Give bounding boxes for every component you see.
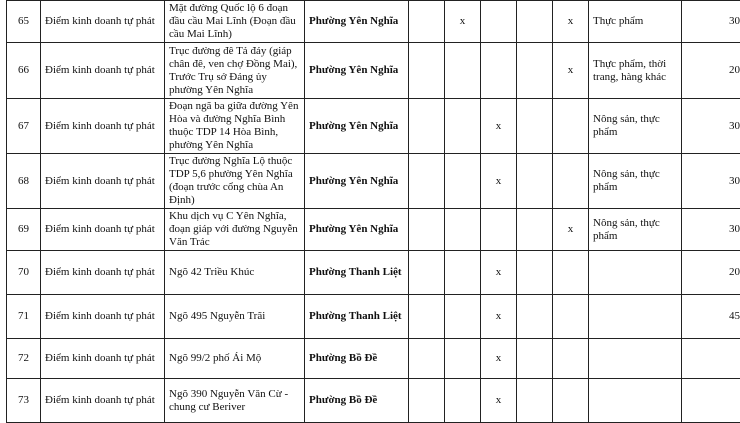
ward-cell: Phường Yên Nghĩa bbox=[305, 209, 409, 251]
mark-cell bbox=[553, 295, 589, 339]
mark-cell bbox=[517, 251, 553, 295]
table-row bbox=[7, 295, 740, 339]
mark-cell bbox=[445, 295, 481, 339]
goods-cell bbox=[589, 379, 682, 423]
mark-cell bbox=[409, 251, 445, 295]
table-row bbox=[7, 1, 740, 43]
ward-cell: Phường Yên Nghĩa bbox=[305, 43, 409, 99]
mark-cell bbox=[553, 99, 589, 154]
goods-cell: Nông sản, thực phẩm bbox=[589, 99, 682, 154]
mark-cell bbox=[481, 1, 517, 43]
goods-cell bbox=[589, 295, 682, 339]
table-row bbox=[7, 99, 740, 154]
mark-cell bbox=[409, 379, 445, 423]
goods-cell bbox=[589, 251, 682, 295]
row-number-cell: 66 bbox=[7, 43, 41, 99]
address-cell: Đoạn ngã ba giữa đường Yên Hòa và đường Nghĩa Bình thuộc TDP 14 Hòa Bình, phường Yên Nghĩa bbox=[165, 99, 305, 154]
area-cell: 20 bbox=[682, 251, 740, 295]
ward-cell: Phường Yên Nghĩa bbox=[305, 99, 409, 154]
mark-cell bbox=[517, 209, 553, 251]
goods-cell: Thực phẩm bbox=[589, 1, 682, 43]
mark-cell: x bbox=[553, 209, 589, 251]
ward-cell: Phường Bồ Đề bbox=[305, 339, 409, 379]
row-number-cell: 69 bbox=[7, 209, 41, 251]
area-cell: 20 bbox=[682, 43, 740, 99]
mark-cell bbox=[553, 379, 589, 423]
mark-cell bbox=[409, 1, 445, 43]
mark-cell bbox=[517, 99, 553, 154]
mark-cell: x bbox=[553, 1, 589, 43]
type-cell: Điểm kinh doanh tự phát bbox=[41, 43, 165, 99]
mark-cell bbox=[517, 379, 553, 423]
address-cell: Mặt đường Quốc lộ 6 đoạn đầu cầu Mai Lĩnh (Đoạn đầu cầu Mai Lĩnh) bbox=[165, 1, 305, 43]
area-cell bbox=[682, 339, 740, 379]
mark-cell bbox=[409, 295, 445, 339]
table-body bbox=[7, 1, 740, 423]
mark-cell: x bbox=[481, 154, 517, 209]
type-cell: Điểm kinh doanh tự phát bbox=[41, 1, 165, 43]
mark-cell bbox=[445, 43, 481, 99]
mark-cell bbox=[445, 251, 481, 295]
mark-cell: x bbox=[553, 43, 589, 99]
ward-cell: Phường Yên Nghĩa bbox=[305, 1, 409, 43]
area-cell bbox=[682, 379, 740, 423]
mark-cell bbox=[409, 43, 445, 99]
row-number-cell: 68 bbox=[7, 154, 41, 209]
mark-cell bbox=[517, 295, 553, 339]
table-row bbox=[7, 339, 740, 379]
ward-cell: Phường Yên Nghĩa bbox=[305, 154, 409, 209]
mark-cell bbox=[409, 154, 445, 209]
table-row bbox=[7, 43, 740, 99]
address-cell: Khu dịch vụ C Yên Nghĩa, đoạn giáp với đường Nguyễn Văn Trác bbox=[165, 209, 305, 251]
type-cell: Điểm kinh doanh tự phát bbox=[41, 99, 165, 154]
mark-cell bbox=[553, 251, 589, 295]
mark-cell bbox=[445, 379, 481, 423]
address-cell: Ngõ 99/2 phố Ái Mộ bbox=[165, 339, 305, 379]
area-cell: 30 bbox=[682, 1, 740, 43]
address-cell: Trục đường Nghĩa Lộ thuộc TDP 5,6 phường Yên Nghĩa (đoạn trước cổng chùa An Định) bbox=[165, 154, 305, 209]
mark-cell bbox=[445, 154, 481, 209]
goods-cell: Nông sản, thực phẩm bbox=[589, 154, 682, 209]
goods-cell: Nông sản, thực phẩm bbox=[589, 209, 682, 251]
mark-cell bbox=[409, 209, 445, 251]
mark-cell bbox=[517, 1, 553, 43]
address-cell: Ngõ 42 Triều Khúc bbox=[165, 251, 305, 295]
mark-cell bbox=[517, 43, 553, 99]
row-number-cell: 67 bbox=[7, 99, 41, 154]
mark-cell: x bbox=[481, 251, 517, 295]
area-cell: 30 bbox=[682, 209, 740, 251]
goods-cell: Thực phẩm, thời trang, hàng khác bbox=[589, 43, 682, 99]
goods-cell bbox=[589, 339, 682, 379]
mark-cell bbox=[517, 339, 553, 379]
market-points-table bbox=[6, 0, 740, 423]
area-cell: 30 bbox=[682, 99, 740, 154]
row-number-cell: 72 bbox=[7, 339, 41, 379]
type-cell: Điểm kinh doanh tự phát bbox=[41, 379, 165, 423]
row-number-cell: 65 bbox=[7, 1, 41, 43]
row-number-cell: 71 bbox=[7, 295, 41, 339]
type-cell: Điểm kinh doanh tự phát bbox=[41, 154, 165, 209]
type-cell: Điểm kinh doanh tự phát bbox=[41, 209, 165, 251]
mark-cell bbox=[445, 99, 481, 154]
mark-cell bbox=[553, 339, 589, 379]
table-row bbox=[7, 379, 740, 423]
address-cell: Ngõ 495 Nguyễn Trãi bbox=[165, 295, 305, 339]
ward-cell: Phường Bồ Đề bbox=[305, 379, 409, 423]
type-cell: Điểm kinh doanh tự phát bbox=[41, 339, 165, 379]
type-cell: Điểm kinh doanh tự phát bbox=[41, 251, 165, 295]
mark-cell: x bbox=[481, 379, 517, 423]
mark-cell bbox=[553, 154, 589, 209]
mark-cell bbox=[445, 209, 481, 251]
mark-cell: x bbox=[481, 339, 517, 379]
row-number-cell: 70 bbox=[7, 251, 41, 295]
area-cell: 30 bbox=[682, 154, 740, 209]
area-cell: 45 bbox=[682, 295, 740, 339]
mark-cell bbox=[517, 154, 553, 209]
ward-cell: Phường Thanh Liệt bbox=[305, 295, 409, 339]
mark-cell: x bbox=[481, 295, 517, 339]
mark-cell bbox=[409, 339, 445, 379]
mark-cell: x bbox=[445, 1, 481, 43]
table-row bbox=[7, 251, 740, 295]
mark-cell bbox=[481, 209, 517, 251]
address-cell: Trục đường đê Tả đáy (giáp chân đê, ven chợ Đồng Mai), Trước Trụ sở Đảng ủy phường Yên Nghĩa bbox=[165, 43, 305, 99]
mark-cell bbox=[409, 99, 445, 154]
ward-cell: Phường Thanh Liệt bbox=[305, 251, 409, 295]
address-cell: Ngõ 390 Nguyễn Văn Cừ - chung cư Beriver bbox=[165, 379, 305, 423]
table-row bbox=[7, 209, 740, 251]
table-row bbox=[7, 154, 740, 209]
mark-cell bbox=[481, 43, 517, 99]
type-cell: Điểm kinh doanh tự phát bbox=[41, 295, 165, 339]
row-number-cell: 73 bbox=[7, 379, 41, 423]
mark-cell: x bbox=[481, 99, 517, 154]
mark-cell bbox=[445, 339, 481, 379]
